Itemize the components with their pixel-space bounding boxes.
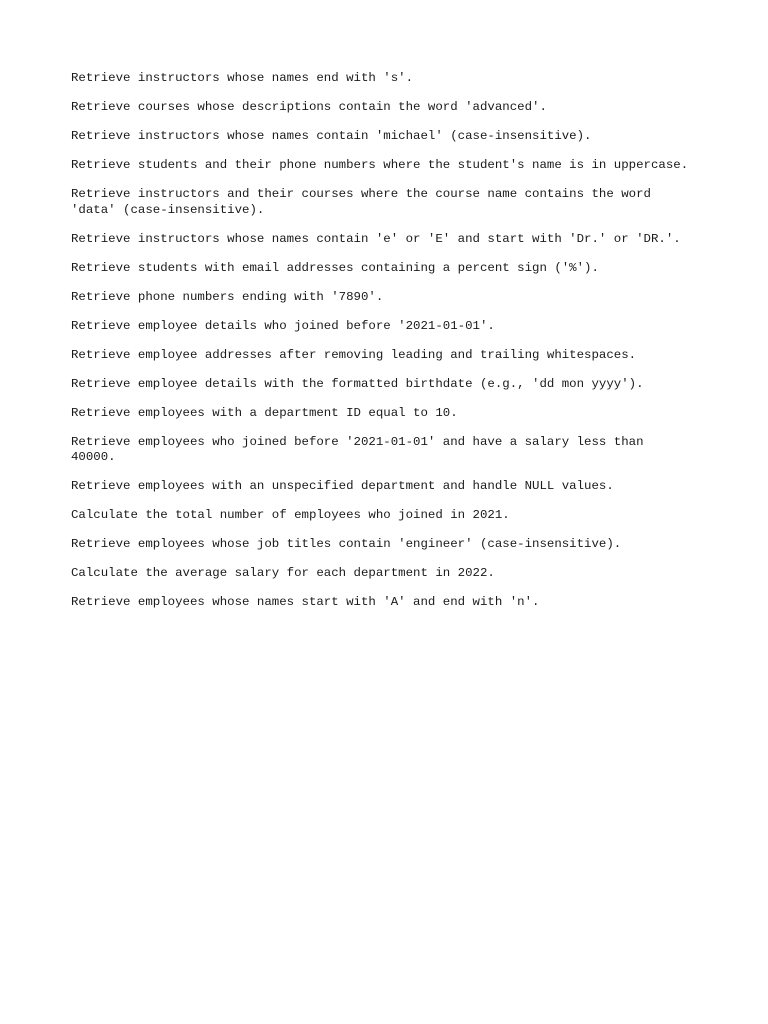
task-line-5: Retrieve instructors and their courses where the course name contains the word 'data' (case-insensitive). — [71, 187, 651, 217]
task-line-7: Retrieve students with email addresses containing a percent sign ('%'). — [71, 260, 599, 275]
task-line-11: Retrieve employee details with the formatted birthdate (e.g., 'dd mon yyyy'). — [71, 376, 644, 391]
task-line-14: Retrieve employees with an unspecified department and handle NULL values. — [71, 479, 614, 493]
task-line-3: Retrieve instructors whose names contain 'michael' (case-insensitive). — [71, 129, 592, 143]
task-line-13: Retrieve employees who joined before '2021-01-01' and have a salary less than 40000. — [71, 434, 644, 464]
task-line-18: Retrieve employees whose names start with 'A' and end with 'n'. — [71, 595, 540, 609]
task-line-4: Retrieve students and their phone numbers where the student's name is in uppercase. — [71, 158, 689, 172]
task-line-15: Calculate the total number of employees who joined in 2021. — [71, 508, 510, 522]
task-line-10: Retrieve employee addresses after removing leading and trailing whitespaces. — [71, 347, 637, 362]
task-line-16: Retrieve employees whose job titles contain 'engineer' (case-insensitive). — [71, 537, 622, 551]
task-line-6: Retrieve instructors whose names contain 'e' or 'E' and start with 'Dr.' or 'DR.'. — [71, 231, 681, 246]
task-line-1: Retrieve instructors whose names end with 's'. — [71, 71, 414, 85]
task-line-8: Retrieve phone numbers ending with '7890'. — [71, 289, 384, 304]
task-line-17: Calculate the average salary for each department in 2022. — [71, 566, 495, 580]
task-line-9: Retrieve employee details who joined before '2021-01-01'. — [71, 318, 495, 333]
query-task-list — [71, 71, 711, 624]
task-line-2: Retrieve courses whose descriptions contain the word 'advanced'. — [71, 100, 547, 114]
task-line-12: Retrieve employees with a department ID equal to 10. — [71, 405, 458, 420]
